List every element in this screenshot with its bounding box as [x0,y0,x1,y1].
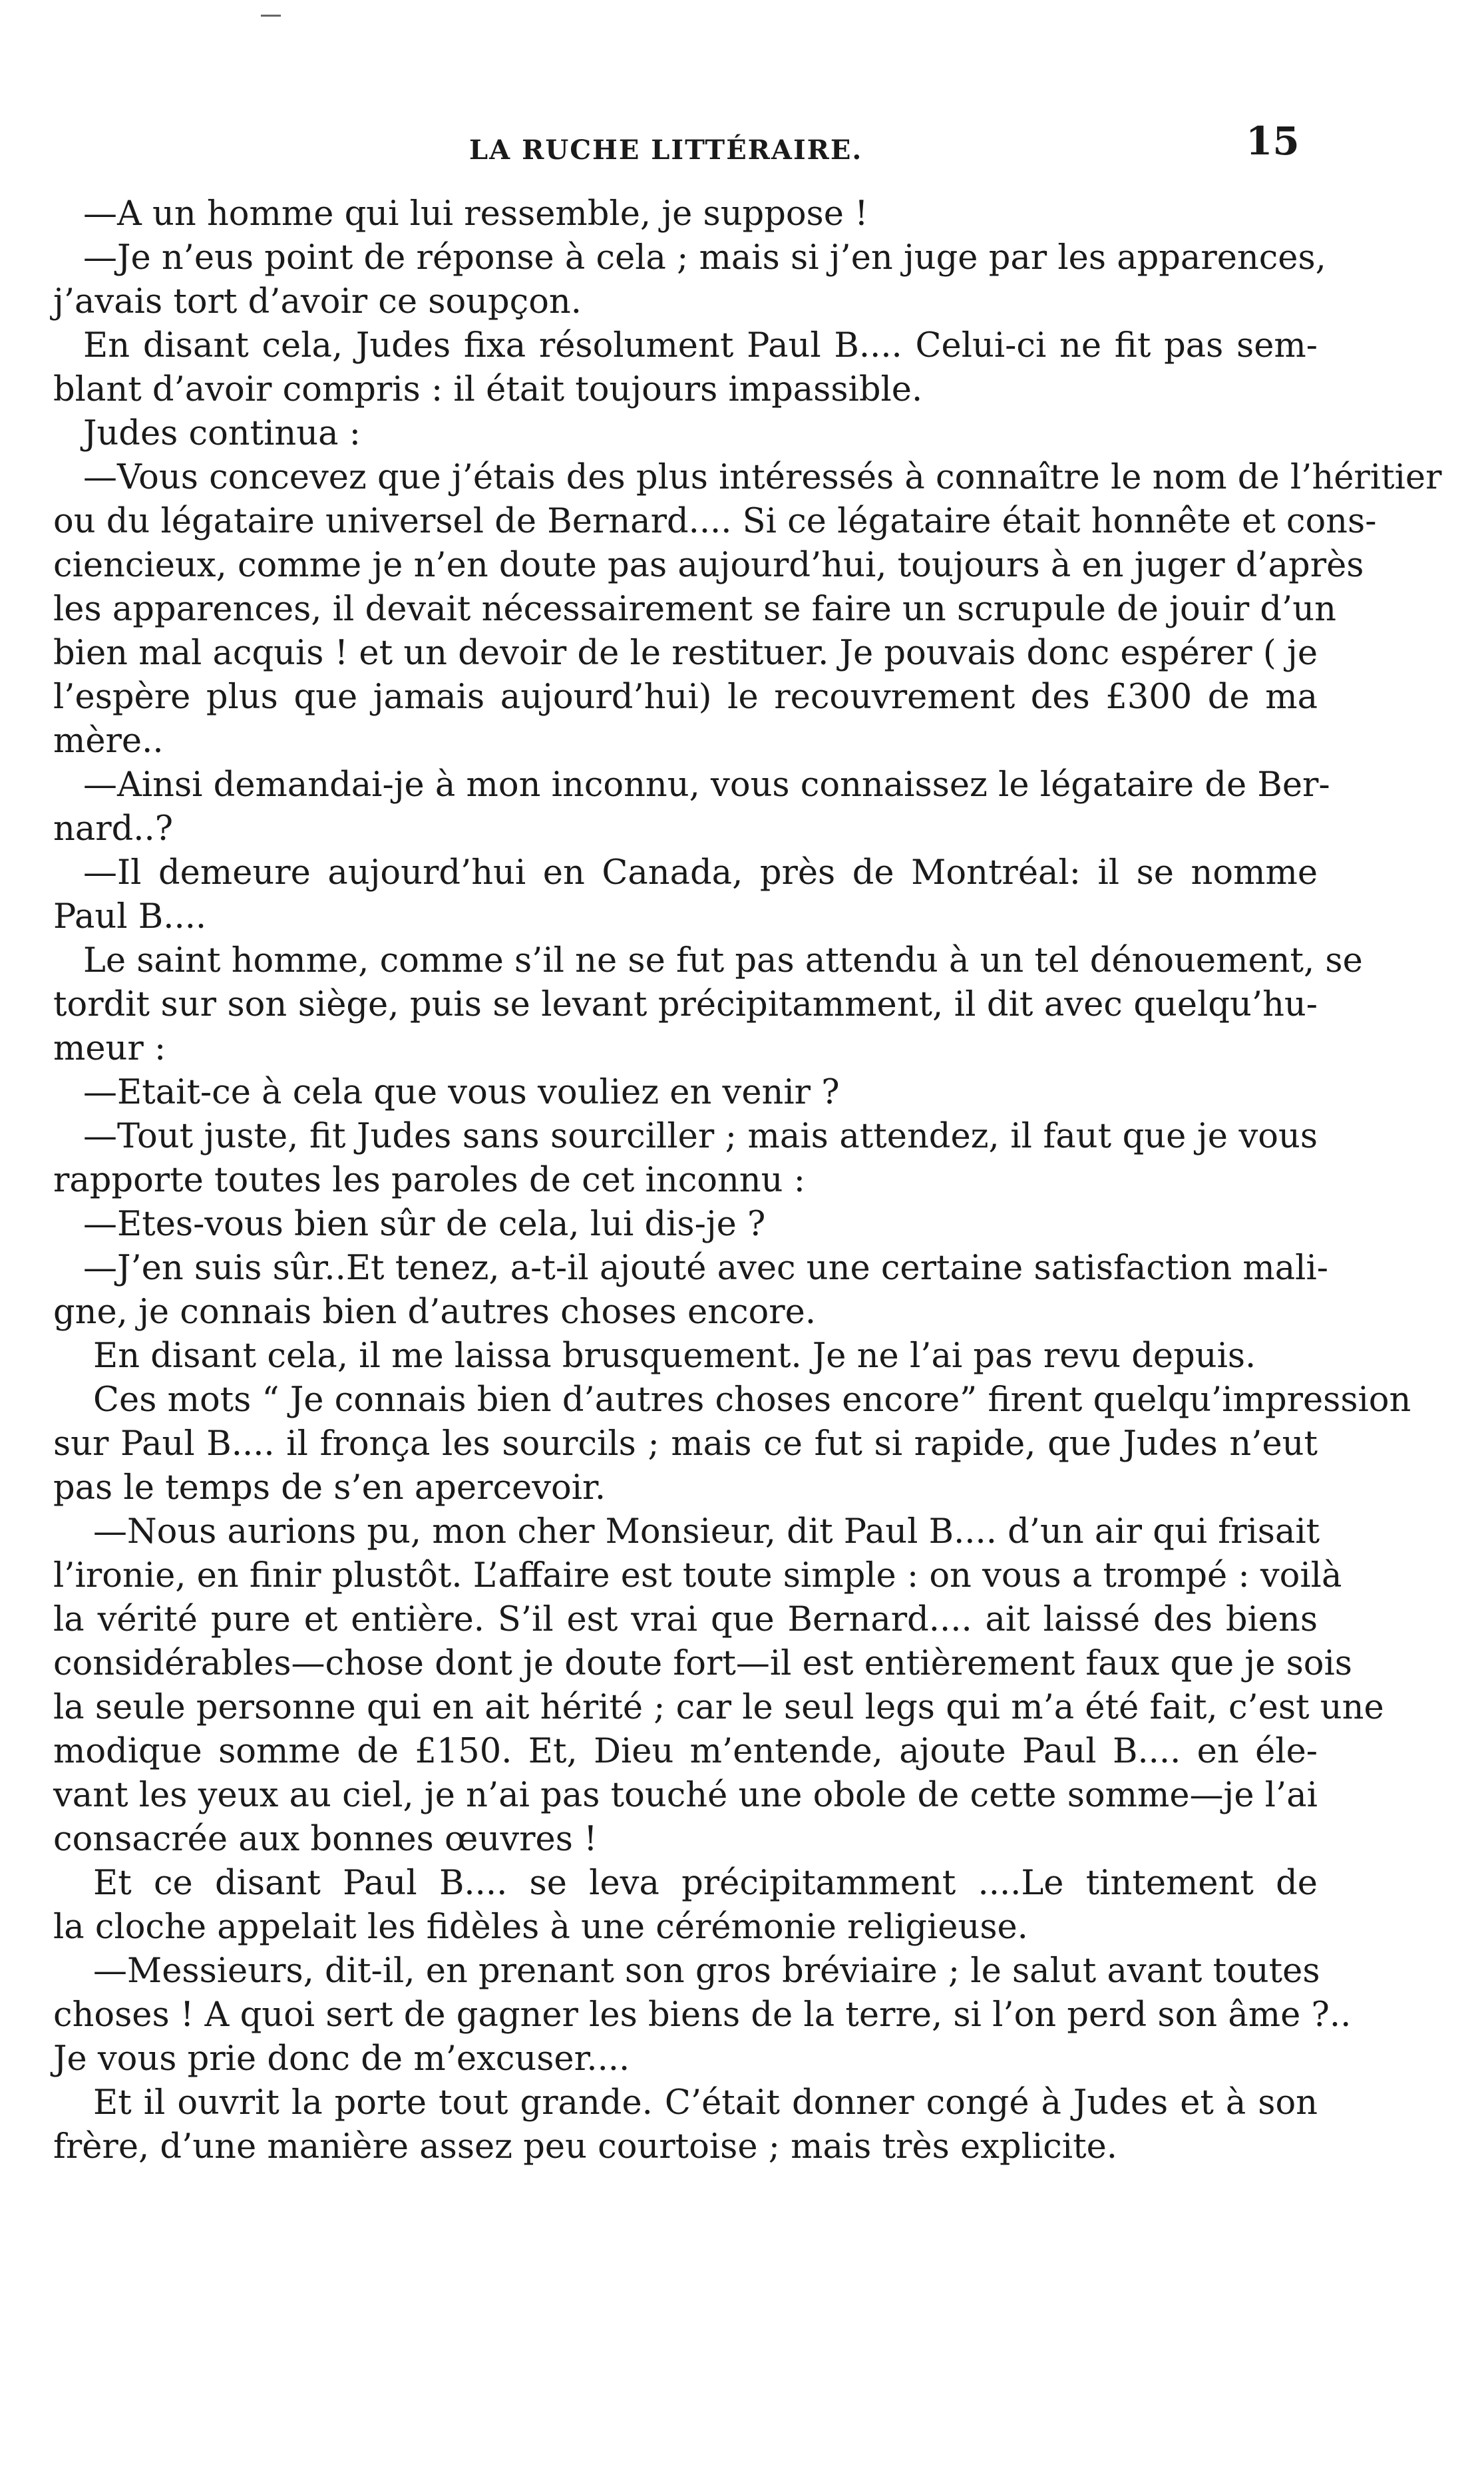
text-line: —Etes-vous bien sûr de cela, lui dis-je ? [83,1205,766,1244]
text-line: Et il ouvrit la porte tout grande. C’était donner congé à Judes et à son [93,2083,1318,2123]
text-line: gne, je connais bien d’autres choses encore. [53,1293,817,1332]
text-line: En disant cela, il me laissa brusquement. Je ne l’ai pas revu depuis. [93,1337,1256,1376]
page-body [53,193,1442,2170]
text-line: j’avais tort d’avoir ce soupçon. [53,282,582,321]
text-line: —Ainsi demandai-je à mon inconnu, vous connaissez le légataire de Ber- [83,765,1330,805]
text-line: —J’en suis sûr..Et tenez, a-t-il ajouté avec une certaine satisfaction mali- [83,1249,1329,1288]
text-line: ou du légataire universel de Bernard.... Si ce légataire était honnête et cons- [53,502,1377,541]
text-line: ciencieux, comme je n’en doute pas aujourd’hui, toujours à en juger d’après [53,546,1364,585]
text-line: bien mal acquis ! et un devoir de le restituer. Je pouvais donc espérer ( je [53,634,1318,673]
text-line: Le saint homme, comme s’il ne se fut pas attendu à un tel dénouement, se [83,941,1363,980]
text-line: blant d’avoir compris : il était toujours impassible. [53,370,923,409]
page-number: 15 [1246,118,1300,164]
text-line: Judes continua : [83,414,361,453]
text-line: modique somme de £150. Et, Dieu m’entende, ajoute Paul B.... en éle- [53,1732,1318,1771]
text-line: frère, d’une manière assez peu courtoise ; mais très explicite. [53,2127,1117,2166]
text-line: nard..? [53,809,174,849]
text-line: considérables—chose dont je doute fort—il est entièrement faux que je sois [53,1644,1352,1683]
text-line: choses ! A quoi sert de gagner les biens de la terre, si l’on perd son âme ?.. [53,1995,1352,2035]
text-line: l’espère plus que jamais aujourd’hui) le recouvrement des £300 de ma [53,678,1318,717]
text-line: pas le temps de s’en apercevoir. [53,1468,606,1508]
text-line: les apparences, il devait nécessairement se faire un scrupule de jouir d’un [53,590,1336,629]
text-line: —A un homme qui lui ressemble, je suppose ! [83,194,868,234]
running-title: LA RUCHE LITTÉRAIRE. [469,134,863,166]
scan-mark [261,15,281,17]
text-line: Paul B.... [53,897,207,936]
text-line: Ces mots “ Je connais bien d’autres choses encore” firent quelqu’impression [93,1380,1411,1420]
text-line: En disant cela, Judes fixa résolument Paul B.... Celui-ci ne fit pas sem- [83,326,1318,365]
text-line: Et ce disant Paul B.... se leva précipitamment ....Le tintement de [93,1864,1318,1903]
text-line: —Messieurs, dit-il, en prenant son gros bréviaire ; le salut avant toutes [93,1952,1320,1991]
text-line: tordit sur son siège, puis se levant précipitamment, il dit avec quelqu’hu- [53,985,1318,1024]
text-line: l’ironie, en finir plustôt. L’affaire est toute simple : on vous a trompé : voilà [53,1556,1342,1595]
text-line: vant les yeux au ciel, je n’ai pas touché une obole de cette somme—je l’ai [53,1776,1318,1815]
text-line: —Vous concevez que j’étais des plus intéressés à connaître le nom de l’héritier [83,458,1442,497]
text-line: —Nous aurions pu, mon cher Monsieur, dit Paul B.... d’un air qui frisait [93,1512,1320,1551]
text-line: Je vous prie donc de m’excuser.... [53,2039,630,2079]
text-line: mère.. [53,721,164,761]
text-line: meur : [53,1029,166,1068]
text-line: consacrée aux bonnes œuvres ! [53,1820,598,1859]
text-line: la vérité pure et entière. S’il est vrai que Bernard.... ait laissé des biens [53,1600,1318,1639]
text-line: rapporte toutes les paroles de cet inconnu : [53,1161,805,1200]
text-line: sur Paul B.... il fronça les sourcils ; mais ce fut si rapide, que Judes n’eut [53,1424,1318,1464]
text-line: la seule personne qui en ait hérité ; car le seul legs qui m’a été fait, c’est une [53,1688,1384,1727]
text-line: la cloche appelait les fidèles à une cérémonie religieuse. [53,1908,1028,1947]
text-line: —Tout juste, fit Judes sans sourciller ; mais attendez, il faut que je vous [83,1117,1318,1156]
text-line: —Je n’eus point de réponse à cela ; mais si j’en juge par les apparences, [83,238,1326,278]
text-line: —Il demeure aujourd’hui en Canada, près de Montréal: il se nomme [83,853,1318,893]
text-line: —Etait-ce à cela que vous vouliez en venir ? [83,1073,840,1112]
